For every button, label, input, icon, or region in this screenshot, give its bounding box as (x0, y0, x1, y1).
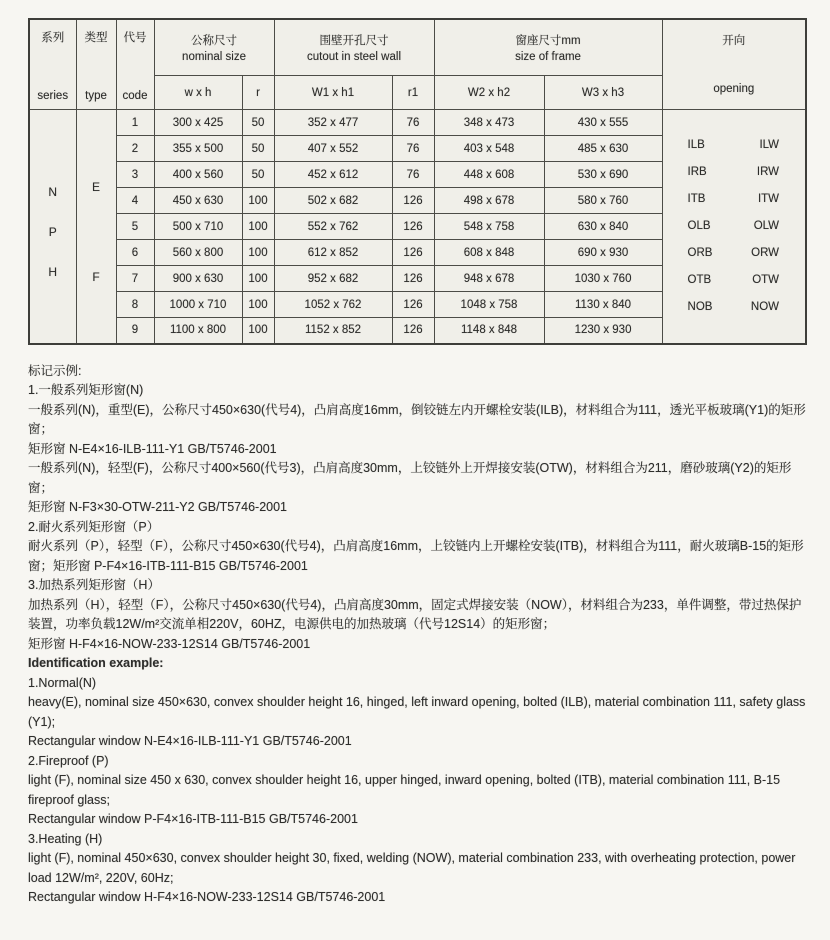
opening-code-row (663, 240, 806, 267)
cell-r: 100 (242, 214, 274, 240)
cell-r1: 126 (392, 240, 434, 266)
cell-code: 2 (116, 136, 154, 162)
opening-code: OLB (687, 220, 711, 233)
cell-frame-w2h2: 348 x 473 (434, 110, 544, 136)
notes-en-line: 1.Normal(N) (28, 675, 97, 690)
cell-cutout: 612 x 852 (274, 240, 392, 266)
opening-code: ILW (759, 139, 780, 152)
col-header-opening (662, 19, 806, 110)
cell-r: 100 (242, 318, 274, 344)
col-header-cutout-zh: 围壁开孔尺寸 (319, 35, 389, 48)
cell-code: 4 (116, 188, 154, 214)
notes-zh-line: 矩形窗 N-F3×30-OTW-211-Y2 GB/T5746-2001 (28, 500, 288, 514)
col-header-opening-zh: 开向 (722, 35, 746, 47)
cell-series-group (29, 110, 76, 344)
col-header-nominal-zh: 公称尺寸 (191, 35, 237, 48)
cell-frame-w2h2: 448 x 608 (434, 162, 544, 188)
cell-r: 100 (242, 266, 274, 292)
subheader-w1h1: W1 x h1 (274, 76, 392, 110)
cell-frame-w3h3: 530 x 690 (544, 162, 662, 188)
cell-frame-w3h3: 1130 x 840 (544, 292, 662, 318)
cell-nominal: 355 x 500 (154, 136, 242, 162)
cell-r1: 76 (392, 162, 434, 188)
cell-r1: 126 (392, 318, 434, 344)
series-letter: P (48, 225, 57, 240)
col-header-type-en: type (85, 90, 107, 102)
opening-code: IRB (687, 166, 707, 179)
cell-frame-w3h3: 690 x 930 (544, 240, 662, 266)
cell-code: 1 (116, 110, 154, 136)
opening-code: ITW (757, 193, 780, 206)
cell-r: 100 (242, 188, 274, 214)
col-header-code-en: code (122, 90, 148, 102)
col-header-series-en: series (37, 90, 69, 102)
opening-code-row (663, 294, 806, 321)
col-header-frame-en: size of frame (515, 51, 581, 64)
cell-r1: 126 (392, 214, 434, 240)
table-row (29, 110, 806, 136)
col-header-opening-en: opening (713, 83, 755, 95)
cell-r: 100 (242, 240, 274, 266)
notes-zh-line: 2.耐火系列矩形窗（P） (28, 519, 160, 534)
notes-zh-line: 耐火系列（P），轻型（F），公称尺寸450×630(代号4)，凸肩高度16mm，上铰链内上开螺栓安装(ITB)，材料组合为111，耐火玻璃B-15的矩形窗；矩形窗 P-F4×16-ITB-111-B15 GB/T5746-2001 (28, 539, 804, 573)
cell-r1: 126 (392, 188, 434, 214)
cell-frame-w2h2: 1048 x 758 (434, 292, 544, 318)
opening-code: ORW (751, 247, 780, 260)
cell-cutout: 1152 x 852 (274, 318, 392, 344)
subheader-r1: r1 (392, 76, 434, 110)
opening-code: ITB (687, 193, 706, 206)
col-header-nominal (154, 19, 274, 76)
type-letter: E (91, 180, 100, 195)
cell-r1: 76 (392, 136, 434, 162)
col-header-frame-zh: 窗座尺寸mm (515, 35, 581, 48)
notes-zh-line: 加热系列（H），轻型（F），公称尺寸450×630(代号4)，凸肩高度30mm，固定式焊接安装（NOW），材料组合为233，单件调整，带过热保护装置，功率负载12W/m²交流单相220V，60HZ，电源供电的加热玻璃（代号12S14）的矩形窗； (28, 597, 802, 631)
opening-code: IRW (756, 166, 780, 179)
cell-nominal: 450 x 630 (154, 188, 242, 214)
cell-frame-w2h2: 608 x 848 (434, 240, 544, 266)
opening-code-row (663, 267, 806, 294)
cell-nominal: 500 x 710 (154, 214, 242, 240)
cell-code: 3 (116, 162, 154, 188)
cell-frame-w3h3: 430 x 555 (544, 110, 662, 136)
cell-nominal: 900 x 630 (154, 266, 242, 292)
notes-en-line: 2.Fireproof (P) (28, 753, 109, 768)
col-header-cutout (274, 19, 434, 76)
notes-en-line: light (F), nominal size 450 x 630, convex shoulder height 16, upper hinged, inward opening, bolted (ITB), material combination 111, B-15 fireproof glass; (28, 773, 781, 807)
cell-frame-w2h2: 948 x 678 (434, 266, 544, 292)
cell-cutout: 1052 x 762 (274, 292, 392, 318)
notes-zh-line: 矩形窗 N-E4×16-ILB-111-Y1 GB/T5746-2001 (28, 441, 277, 456)
notes-zh-line: 矩形窗 H-F4×16-NOW-233-12S14 GB/T5746-2001 (28, 636, 311, 651)
cell-cutout: 452 x 612 (274, 162, 392, 188)
notes-en-line: Rectangular window H-F4×16-NOW-233-12S14 GB/T5746-2001 (28, 890, 386, 904)
cell-frame-w3h3: 1030 x 760 (544, 266, 662, 292)
cell-frame-w2h2: 548 x 758 (434, 214, 544, 240)
opening-code: OTW (752, 274, 780, 287)
cell-code: 5 (116, 214, 154, 240)
cell-frame-w3h3: 1230 x 930 (544, 318, 662, 344)
cell-nominal: 1100 x 800 (154, 318, 242, 344)
cell-code: 9 (116, 318, 154, 344)
notes-en-title: Identification example: (28, 656, 164, 670)
notes-en-line: light (F), nominal 450×630, convex shoulder height 30, fixed, welding (NOW), material combination 233, with overheating protection, power load 12W/m², 220V, 60Hz; (28, 851, 796, 885)
cell-frame-w2h2: 498 x 678 (434, 188, 544, 214)
cell-r1: 126 (392, 292, 434, 318)
opening-code-row (663, 159, 806, 186)
cell-frame-w2h2: 1148 x 848 (434, 318, 544, 344)
opening-code: OTB (687, 274, 712, 287)
cell-cutout: 352 x 477 (274, 110, 392, 136)
col-header-series-zh: 系列 (41, 32, 65, 44)
col-header-cutout-en: cutout in steel wall (307, 51, 401, 64)
cell-frame-w3h3: 630 x 840 (544, 214, 662, 240)
notes-en-line: Rectangular window P-F4×16-ITB-111-B15 GB/T5746-2001 (28, 812, 358, 826)
col-header-code (116, 19, 154, 110)
notes-en-line: Rectangular window N-E4×16-ILB-111-Y1 GB/T5746-2001 (28, 734, 352, 748)
cell-frame-w2h2: 403 x 548 (434, 136, 544, 162)
cell-frame-w3h3: 485 x 630 (544, 136, 662, 162)
opening-code-row (663, 186, 806, 213)
cell-r: 100 (242, 292, 274, 318)
opening-code-row (663, 132, 806, 159)
opening-code: NOB (687, 301, 713, 314)
cell-r: 50 (242, 162, 274, 188)
col-header-frame (434, 19, 662, 76)
cell-r: 50 (242, 136, 274, 162)
cell-type-group (76, 110, 116, 344)
notes-en-line: heavy(E), nominal size 450×630, convex shoulder height 16, hinged, left inward opening, bolted (ILB), material combination 111, safety glass (Y1); (28, 695, 806, 729)
col-header-type-zh: 类型 (84, 32, 108, 44)
cell-cutout: 552 x 762 (274, 214, 392, 240)
notes-zh-line: 一般系列(N)，重型(E)，公称尺寸450×630(代号4)，凸肩高度16mm，倒铰链左内开螺栓安装(ILB)，材料组合为111，透光平板玻璃(Y1)的矩形窗； (28, 402, 806, 436)
col-header-code-zh: 代号 (123, 32, 147, 44)
cell-code: 8 (116, 292, 154, 318)
col-header-series (29, 19, 76, 110)
subheader-w2h2: W2 x h2 (434, 76, 544, 110)
cell-opening-group (662, 110, 806, 344)
spec-table (28, 18, 807, 345)
notes-zh-line: 3.加热系列矩形窗（H） (28, 578, 160, 592)
notes-zh-line: 1.一般系列矩形窗(N) (28, 383, 144, 397)
col-header-type (76, 19, 116, 110)
cell-cutout: 407 x 552 (274, 136, 392, 162)
cell-cutout: 502 x 682 (274, 188, 392, 214)
opening-code: NOW (750, 301, 780, 314)
opening-code: OLW (753, 220, 780, 233)
cell-nominal: 300 x 425 (154, 110, 242, 136)
cell-r1: 76 (392, 110, 434, 136)
subheader-wxh: w x h (154, 76, 242, 110)
type-letter: F (92, 270, 100, 285)
notes-section (28, 362, 810, 908)
cell-r1: 126 (392, 266, 434, 292)
cell-code: 7 (116, 266, 154, 292)
cell-nominal: 560 x 800 (154, 240, 242, 266)
notes-zh-line: 一般系列(N)，轻型(F)，公称尺寸400×560(代号3)，凸肩高度30mm，上铰链外上开焊接安装(OTW)，材料组合为211，磨砂玻璃(Y2)的矩形窗； (28, 461, 792, 495)
notes-en-line: 3.Heating (H) (28, 831, 103, 846)
cell-code: 6 (116, 240, 154, 266)
series-letter: N (48, 185, 58, 200)
cell-r: 50 (242, 110, 274, 136)
col-header-nominal-en: nominal size (182, 51, 246, 64)
cell-cutout: 952 x 682 (274, 266, 392, 292)
cell-nominal: 400 x 560 (154, 162, 242, 188)
cell-nominal: 1000 x 710 (154, 292, 242, 318)
opening-code-row (663, 213, 806, 240)
opening-code: ORB (687, 247, 713, 260)
opening-code: ILB (687, 139, 705, 152)
subheader-w3h3: W3 x h3 (544, 76, 662, 110)
subheader-r: r (242, 76, 274, 110)
cell-frame-w3h3: 580 x 760 (544, 188, 662, 214)
notes-zh-title: 标记示例: (28, 363, 82, 378)
series-letter: H (48, 265, 58, 280)
